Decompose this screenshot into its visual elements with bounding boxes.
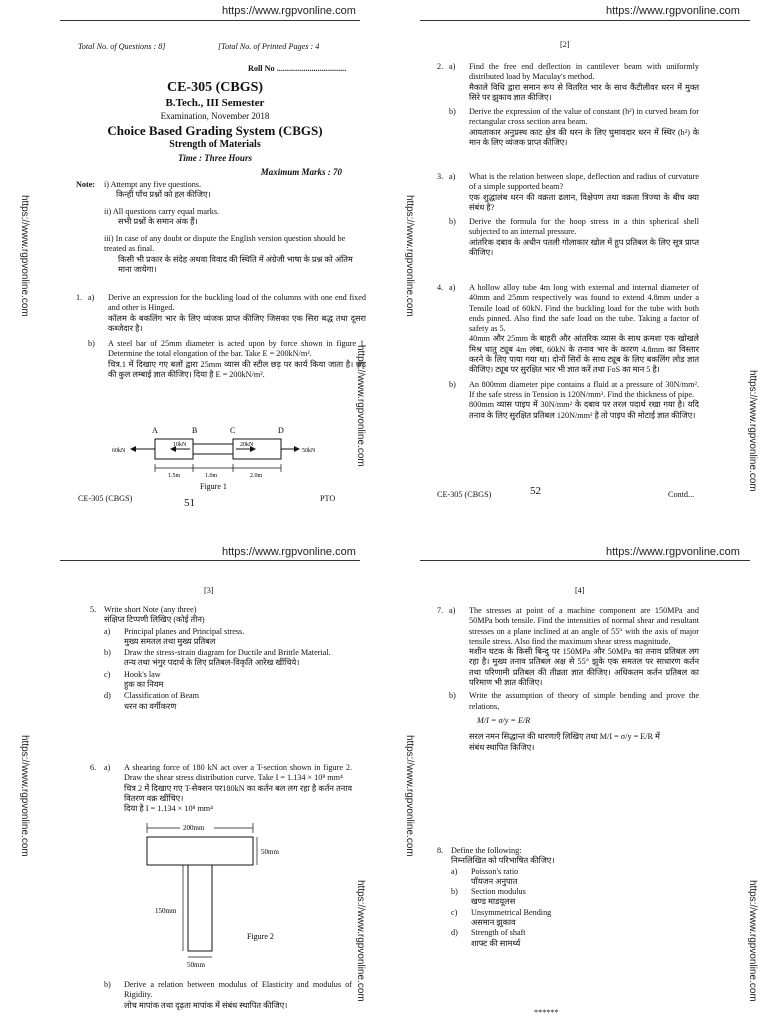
mid-url-left[interactable]: https://www.rgpvonline.com — [222, 546, 356, 558]
note-1: i) Attempt any five questions. किन्हीं पाँच प्रश्नों को हल कीजिए। — [104, 180, 211, 200]
page-number: [2] — [560, 40, 570, 49]
fig1-label-a: A — [152, 426, 158, 435]
svg-text:2.0m: 2.0m — [250, 473, 263, 479]
mid-url-right[interactable]: https://www.rgpvonline.com — [606, 546, 740, 558]
question-1: 1. a) Derive an expression for the buckling load of the columns with one end fixed and other is Hinged. कॉलम के बकलिंग भार के लिए व्यंजक प्राप्त कीजिए जिसका एक सिरा बद्ध तथा दूसरा कब्जेदार है। b) A steel bar of 25mm diameter is acted upon by force shown in figure 1. Determine the total elongation of the bar. Take E = 200kN/m². चित्र.1 में दिखाए गए बलों द्वारा 25mm व्यास की स्टील छड़ पर कार्य किया जाता है। छड़ की कुल लम्बाई ज्ञात कीजिए। दिया है E = 200kN/m². — [76, 293, 366, 380]
top-url-right[interactable]: https://www.rgpvonline.com — [606, 5, 740, 17]
question-4: 4. a) A hollow alloy tube 4m long with external and internal diameter of 40mm and 25mm respectively was found to extend 4.8mm under a Tensile load of 60kN. Find the buckling load for the tube with both ends pinned. Also find the safe load on the tube. Taking a factor of safety as 5. 40mm और 25mm के बाहरी और आंतरिक व्यास के साथ क्रमशः एक खोखले मिश्र धातु ट्यूब 4m लंबा, 60kN के तनाव भार के कारण 4.8mm का विस्तार करने के लिए पाया गया था। दोनों सिरों के साथ ट्यूब के लिए बकलिंग लोड ज्ञात कीजिए। ट्यूब पर सुरक्षित भार भी ज्ञात करें तथा FoS का मान 5 है। b) An 800mm diameter pipe contains a fluid at a pressure of 30N/mm². If the safe stress in Tension is 120N/mm². Find the thickness of pipe. 800mm व्यास पाइप में 30N/mm² के दबाव पर तरल पदार्थ रखा गया है। यदि तनाव के लिए सुरक्षित प्रतिबल 120N/mm² है तो पाइप की मोटाई ज्ञात कीजिए। — [437, 283, 699, 420]
svg-text:150mm: 150mm — [155, 907, 177, 915]
question-5: 5. Write short Note (any three) संक्षिप्त टिप्पणी लिखिए (कोई तीन) a) Principal planes and Principal stress. मुख्य समतल तथा मुख्य प्रतिबल b) Draw the stress-strain diagram for Ductile and Brittle Material. तन्य तथा भंगुर पदार्थ के लिए प्रतिबल-विकृति आरेख खींचिये। c) Hook's law हुक का नियम d) Classification of Beam धरन का वर्गीकरण — [90, 605, 331, 711]
svg-text:20kN: 20kN — [240, 442, 254, 448]
pto: PTO — [320, 494, 336, 503]
t-flange — [147, 837, 253, 865]
side-url[interactable]: https://www.rgpvonline.com — [19, 195, 30, 317]
svg-text:60kN: 60kN — [112, 448, 126, 454]
total-questions: Total No. of Questions : 8] — [78, 42, 166, 51]
svg-text:1.5m: 1.5m — [168, 473, 181, 479]
figure-1-caption: Figure 1 — [200, 482, 227, 491]
footer-code: CE-305 (CBGS) — [437, 490, 492, 499]
bar-segment-bc — [193, 444, 233, 454]
question-7: 7. a) The stresses at point of a machine component are 150MPa and 50MPa both tensile. Find the intensities of normal shear and resultant stresses on a plane inclined at an angle of 55° with the axis of major tensile stress. Also find the maximum shear stress magnitude. मशीन घटक के किसी बिन्दु पर 150MPa और 50MPa का तनाव प्रतिबल लग रहा है। मुख्य तनाव प्रतिबल अक्ष से 55° झुके एक समतल पर साधारण कर्तन तथा परिणामी प्रतिबल की तीव्रता ज्ञात कीजिए। अधिकतम कर्तन प्रतिबल का परिमाण भी ज्ञात कीजिए। b) Write the assumption of theory of simple bending and prove the relations, M/I = σ/y = E/R सरल नमन सिद्धान्त की धारणाएँ लिखिए तथा M/I = σ/y = E/R में संबंध स्थापित किजिए। — [437, 606, 699, 752]
svg-text:1.0m: 1.0m — [205, 473, 218, 479]
question-3: 3. a) What is the relation between slope, deflection and radius of curvature of a simple supported beam? एक शुद्धालंब धरन की वक्रता ढलान, विक्षेपण तथा वक्रता त्रिज्या के बीच क्या संबंध है? b) Derive the formula for the hoop stress in a thin spherical shell subjected to an internal pressure. आंतरिक दबाव के अधीन पतली गोलाकार खोल में हूप प्रतिबल के लिए सूत्र प्राप्त कीजिए। — [437, 172, 699, 258]
contd: Contd... — [668, 490, 695, 499]
cbgs-title: Choice Based Grading System (CBGS) — [107, 123, 323, 138]
fig1-label-b: B — [192, 426, 198, 435]
paper-code: CE-305 (CBGS) — [166, 80, 264, 95]
note-label: Note: — [76, 180, 96, 189]
total-pages: [Total No. of Printed Pages : 4 — [218, 42, 320, 51]
side-url[interactable]: https://www.rgpvonline.com — [747, 880, 758, 1002]
subject-title: Strength of Materials — [169, 139, 261, 150]
footer-code: CE-305 (CBGS) — [78, 494, 133, 503]
t-web — [188, 865, 212, 951]
end-stars: ****** — [534, 1008, 559, 1017]
fig1-label-c: C — [230, 426, 236, 435]
side-url[interactable]: https://www.rgpvonline.com — [404, 195, 415, 317]
question-8: 8. Define the following: निम्नलिखित को परिभाषित कीजिए। a) Poisson's ratio पॉयजन अनुपात b) Section modulus खण्ड माडयूलस c) Unsymmetrical Bending असमान झुकाव d) Strength of shaft शाफ्ट की सामर्थ्य — [437, 846, 555, 948]
svg-text:200mm: 200mm — [183, 824, 205, 832]
exam-session: Examination, November 2018 — [160, 111, 270, 121]
svg-text:50mm: 50mm — [187, 961, 205, 969]
roll-no: Roll No .................................. — [248, 64, 347, 73]
question-6b: b) Derive a relation between modulus of Elasticity and modulus of Rigidity. लोच मापांक तथा दृढ़ता मापांक में संबंध स्थापित कीजिए। — [104, 980, 352, 1010]
divider — [420, 560, 750, 561]
semester: B.Tech., III Semester — [165, 97, 265, 109]
footer-mark: 51 — [184, 497, 195, 509]
note-2: ii) All questions carry equal marks. सभी प्रश्नों के समान अंक हैं। — [104, 207, 220, 227]
svg-text:50kN: 50kN — [302, 448, 316, 454]
footer-mark: 52 — [530, 485, 541, 497]
note-3: iii) In case of any doubt or dispute the English version question should be treated as final. किसी भी प्रकार के संदेह अथवा विवाद की स्थिति में अंग्रेजी भाषा के प्रश्न को अंतिम माना जायेगा। — [104, 234, 353, 274]
page-number: [3] — [204, 586, 214, 595]
max-marks: Maximum Marks : 70 — [260, 167, 342, 177]
side-url[interactable]: https://www.rgpvonline.com — [404, 735, 415, 857]
bending-equation: M/I = σ/y = E/R — [477, 715, 531, 725]
page-number: [4] — [575, 586, 585, 595]
side-url[interactable]: https://www.rgpvonline.com — [355, 345, 366, 467]
side-url[interactable]: https://www.rgpvonline.com — [19, 735, 30, 857]
fig1-label-d: D — [278, 426, 284, 435]
divider — [60, 20, 360, 21]
time-allowed: Time : Three Hours — [178, 153, 252, 163]
top-url-left[interactable]: https://www.rgpvonline.com — [222, 5, 356, 17]
divider — [420, 20, 750, 21]
question-2: 2. a) Find the free end deflection in cantilever beam with uniformly distributed load by Maculay's method. मैकाले विधि द्वारा समान रूप से वितरित भार के साथ कैंटीलीवर धरन में मुक्त सिरे पर झुकाव ज्ञात कीजिए। b) Derive the expression of the value of constant (h²) in curved beam for rectangular cross section area beam. आयताकार अनुप्रस्थ काट क्षेत्र की धरन के लिए घुमावदार धरन में स्थिर (h²) के मान के लिए व्यंजक प्राप्त कीजिए। — [437, 62, 699, 148]
figure-1 — [110, 424, 340, 492]
svg-text:10kN: 10kN — [173, 442, 187, 448]
side-url[interactable]: https://www.rgpvonline.com — [355, 880, 366, 1002]
question-6: 6. a) A shearing force of 180 kN act over a T-section shown in figure 2. Draw the shear stress distribution curve. Take I = 1.134 × 10⁸ mm⁴ चित्र 2 में दिखाए गए T-सेक्शन पर180kN का कर्तन बल लग रहा है कर्तन तनाव वितरण वक्र खींचिए। दिया है I = 1.134 × 10⁸ mm⁴ — [90, 763, 352, 814]
side-url[interactable]: https://www.rgpvonline.com — [747, 370, 758, 492]
figure-2-caption: Figure 2 — [247, 932, 274, 941]
svg-text:50mm: 50mm — [261, 848, 279, 856]
divider — [60, 560, 360, 561]
figure-2 — [135, 820, 365, 970]
